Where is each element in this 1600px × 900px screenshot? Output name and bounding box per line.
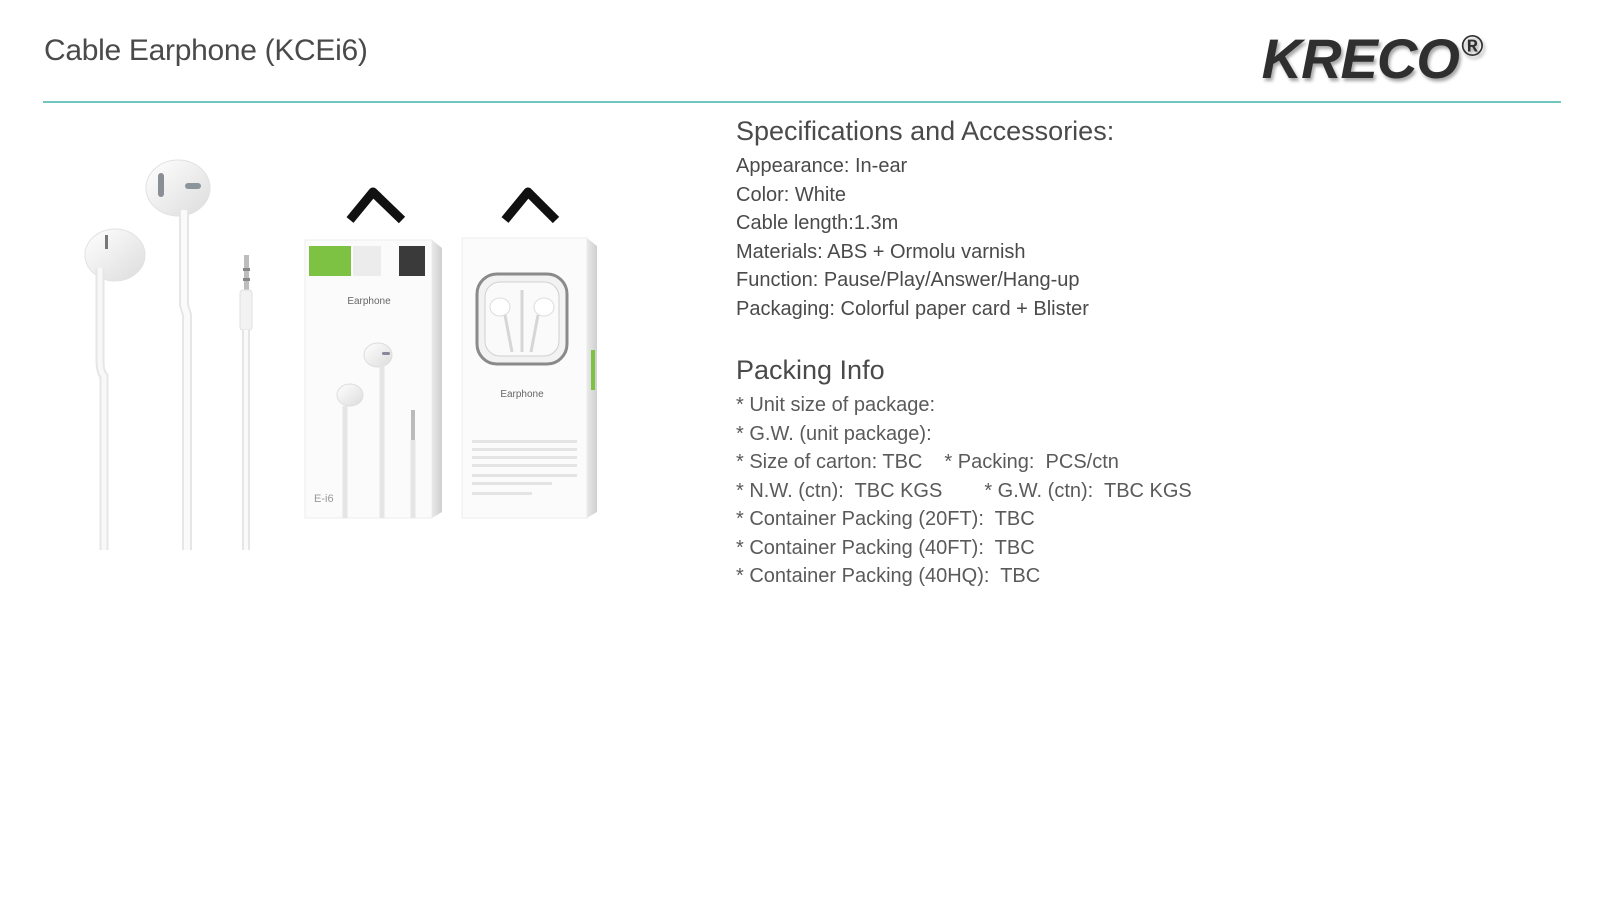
header-divider <box>43 101 1561 103</box>
box-front-label: Earphone <box>347 296 391 307</box>
page-title: Cable Earphone (KCEi6) <box>44 34 368 67</box>
product-image <box>60 140 660 580</box>
package-box-back <box>462 192 597 518</box>
packing-nw-ctn: * N.W. (ctn): TBC KGS <box>736 479 943 502</box>
spec-cable-length: Cable length:1.3m <box>736 212 899 234</box>
packing-weight-row <box>736 477 1536 506</box>
box-back-label: Earphone <box>500 389 544 400</box>
packing-gw-ctn: * G.W. (ctn): TBC KGS <box>984 479 1192 502</box>
packing-pcs-per-ctn: * Packing: PCS/ctn <box>944 451 1119 473</box>
packing-gw-unit: * G.W. (unit package): <box>736 422 932 445</box>
brand-logo <box>1262 26 1482 91</box>
earphones-illustration <box>85 160 252 550</box>
packing-info-heading: Packing Info <box>736 355 885 385</box>
packing-container-40hq: * Container Packing (40HQ): TBC <box>736 565 1041 587</box>
packing-container-20ft: * Container Packing (20FT): TBC <box>736 508 1035 530</box>
packing-carton-size: * Size of carton: TBC <box>736 451 923 473</box>
box-model-label: E-i6 <box>314 493 334 505</box>
spec-materials: Materials: ABS + Ormolu varnish <box>736 240 1026 263</box>
spec-color: Color: White <box>736 183 847 206</box>
spec-packaging: Packaging: Colorful paper card + Blister <box>736 297 1089 320</box>
registered-mark: ® <box>1460 30 1482 63</box>
specifications-heading: Specifications and Accessories: <box>736 116 1115 146</box>
packing-container-40ft: * Container Packing (40FT): TBC <box>736 536 1035 559</box>
spec-appearance: Appearance: In-ear <box>736 155 908 177</box>
specifications-panel <box>736 114 1536 591</box>
spec-function: Function: Pause/Play/Answer/Hang-up <box>736 269 1080 291</box>
packing-info-section <box>736 353 1536 591</box>
brand-name: KRECO <box>1261 27 1459 90</box>
packing-carton-row <box>736 448 1536 477</box>
packing-unit-size: * Unit size of package: <box>736 394 935 416</box>
package-box-front <box>305 192 442 518</box>
